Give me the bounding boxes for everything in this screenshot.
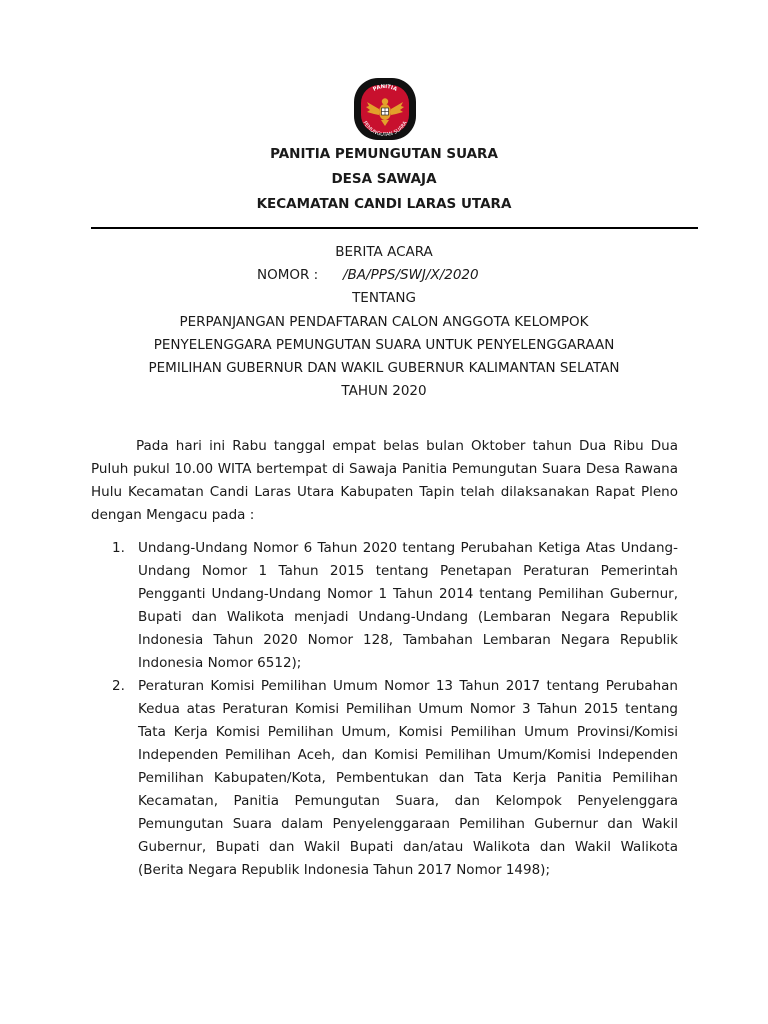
- document-type: BERITA ACARA: [335, 244, 433, 260]
- header-committee: PANITIA PEMUNGUTAN SUARA: [270, 146, 498, 162]
- subject-line: PERPANJANGAN PENDAFTARAN CALON ANGGOTA KELOMPOK: [179, 314, 589, 330]
- list-item: [0, 537, 768, 675]
- svg-text:PEMUNGUTAN SUARA: PEMUNGUTAN SUARA: [361, 120, 409, 139]
- list-item-text: Undang-Undang Nomor 6 Tahun 2020 tentang Perubahan Ketiga Atas Undang-Undang Nomor 1 Tahun 2015 tentang Penetapan Peraturan Pemerintah Pengganti Undang-Undang Nomor 1 Tahun 2014 tentang Pemilihan Gubernur, Bupati dan Walikota menjadi Undang-Undang (Lembaran Negara Republik Indonesia Tahun 2020 Nomor 128, Tambahan Lembaran Negara Republik Indonesia Nomor 6512);: [138, 540, 678, 671]
- svg-text:PANITIA: PANITIA: [372, 83, 398, 93]
- opening-paragraph: Pada hari ini Rabu tanggal empat belas bulan Oktober tahun Dua Ribu Dua Puluh pukul 10.00 WITA bertempat di Sawaja Panitia Pemungutan Suara Desa Rawana Hulu Kecamatan Candi Laras Utara Kabupaten Tapin telah dilaksanakan Rapat Pleno dengan Mengacu pada :: [91, 438, 678, 523]
- reference-list: [0, 537, 768, 882]
- header-village: DESA SAWAJA: [331, 171, 437, 187]
- header-district: KECAMATAN CANDI LARAS UTARA: [256, 196, 512, 212]
- document-number-value: /BA/PPS/SWJ/X/2020: [343, 267, 479, 283]
- subject-line: TAHUN 2020: [341, 383, 427, 399]
- header-divider: [91, 227, 698, 229]
- tentang-label: TENTANG: [352, 290, 416, 306]
- list-item-number: 2.: [112, 678, 125, 694]
- subject-line: PENYELENGGARA PEMUNGUTAN SUARA UNTUK PENYELENGGARAAN: [153, 337, 615, 353]
- list-item-number: 1.: [112, 540, 125, 556]
- garuda-emblem-icon: [352, 76, 418, 142]
- list-item: [0, 675, 768, 882]
- document-number-label: NOMOR :: [257, 267, 319, 283]
- subject-line: PEMILIHAN GUBERNUR DAN WAKIL GUBERNUR KALIMANTAN SELATAN: [148, 360, 620, 376]
- list-item-text: Peraturan Komisi Pemilihan Umum Nomor 13 Tahun 2017 tentang Perubahan Kedua atas Peraturan Komisi Pemilihan Umum Nomor 3 Tahun 2015 tentang Tata Kerja Komisi Pemilihan Umum, Komisi Pemilihan Umum Provinsi/Komisi Independen Pemilihan Aceh, dan Komisi Pemilihan Umum/Komisi Independen Pemilihan Kabupaten/Kota, Pembentukan dan Tata Kerja Panitia Pemilihan Kecamatan, Panitia Pemungutan Suara, dan Kelompok Penyelenggara Pemungutan Suara dalam Penyelenggaraan Pemilihan Gubernur dan Wakil Gubernur, Bupati dan Wakil Bupati dan/atau Walikota dan Wakil Walikota (Berita Negara Republik Indonesia Tahun 2017 Nomor 1498);: [138, 678, 678, 878]
